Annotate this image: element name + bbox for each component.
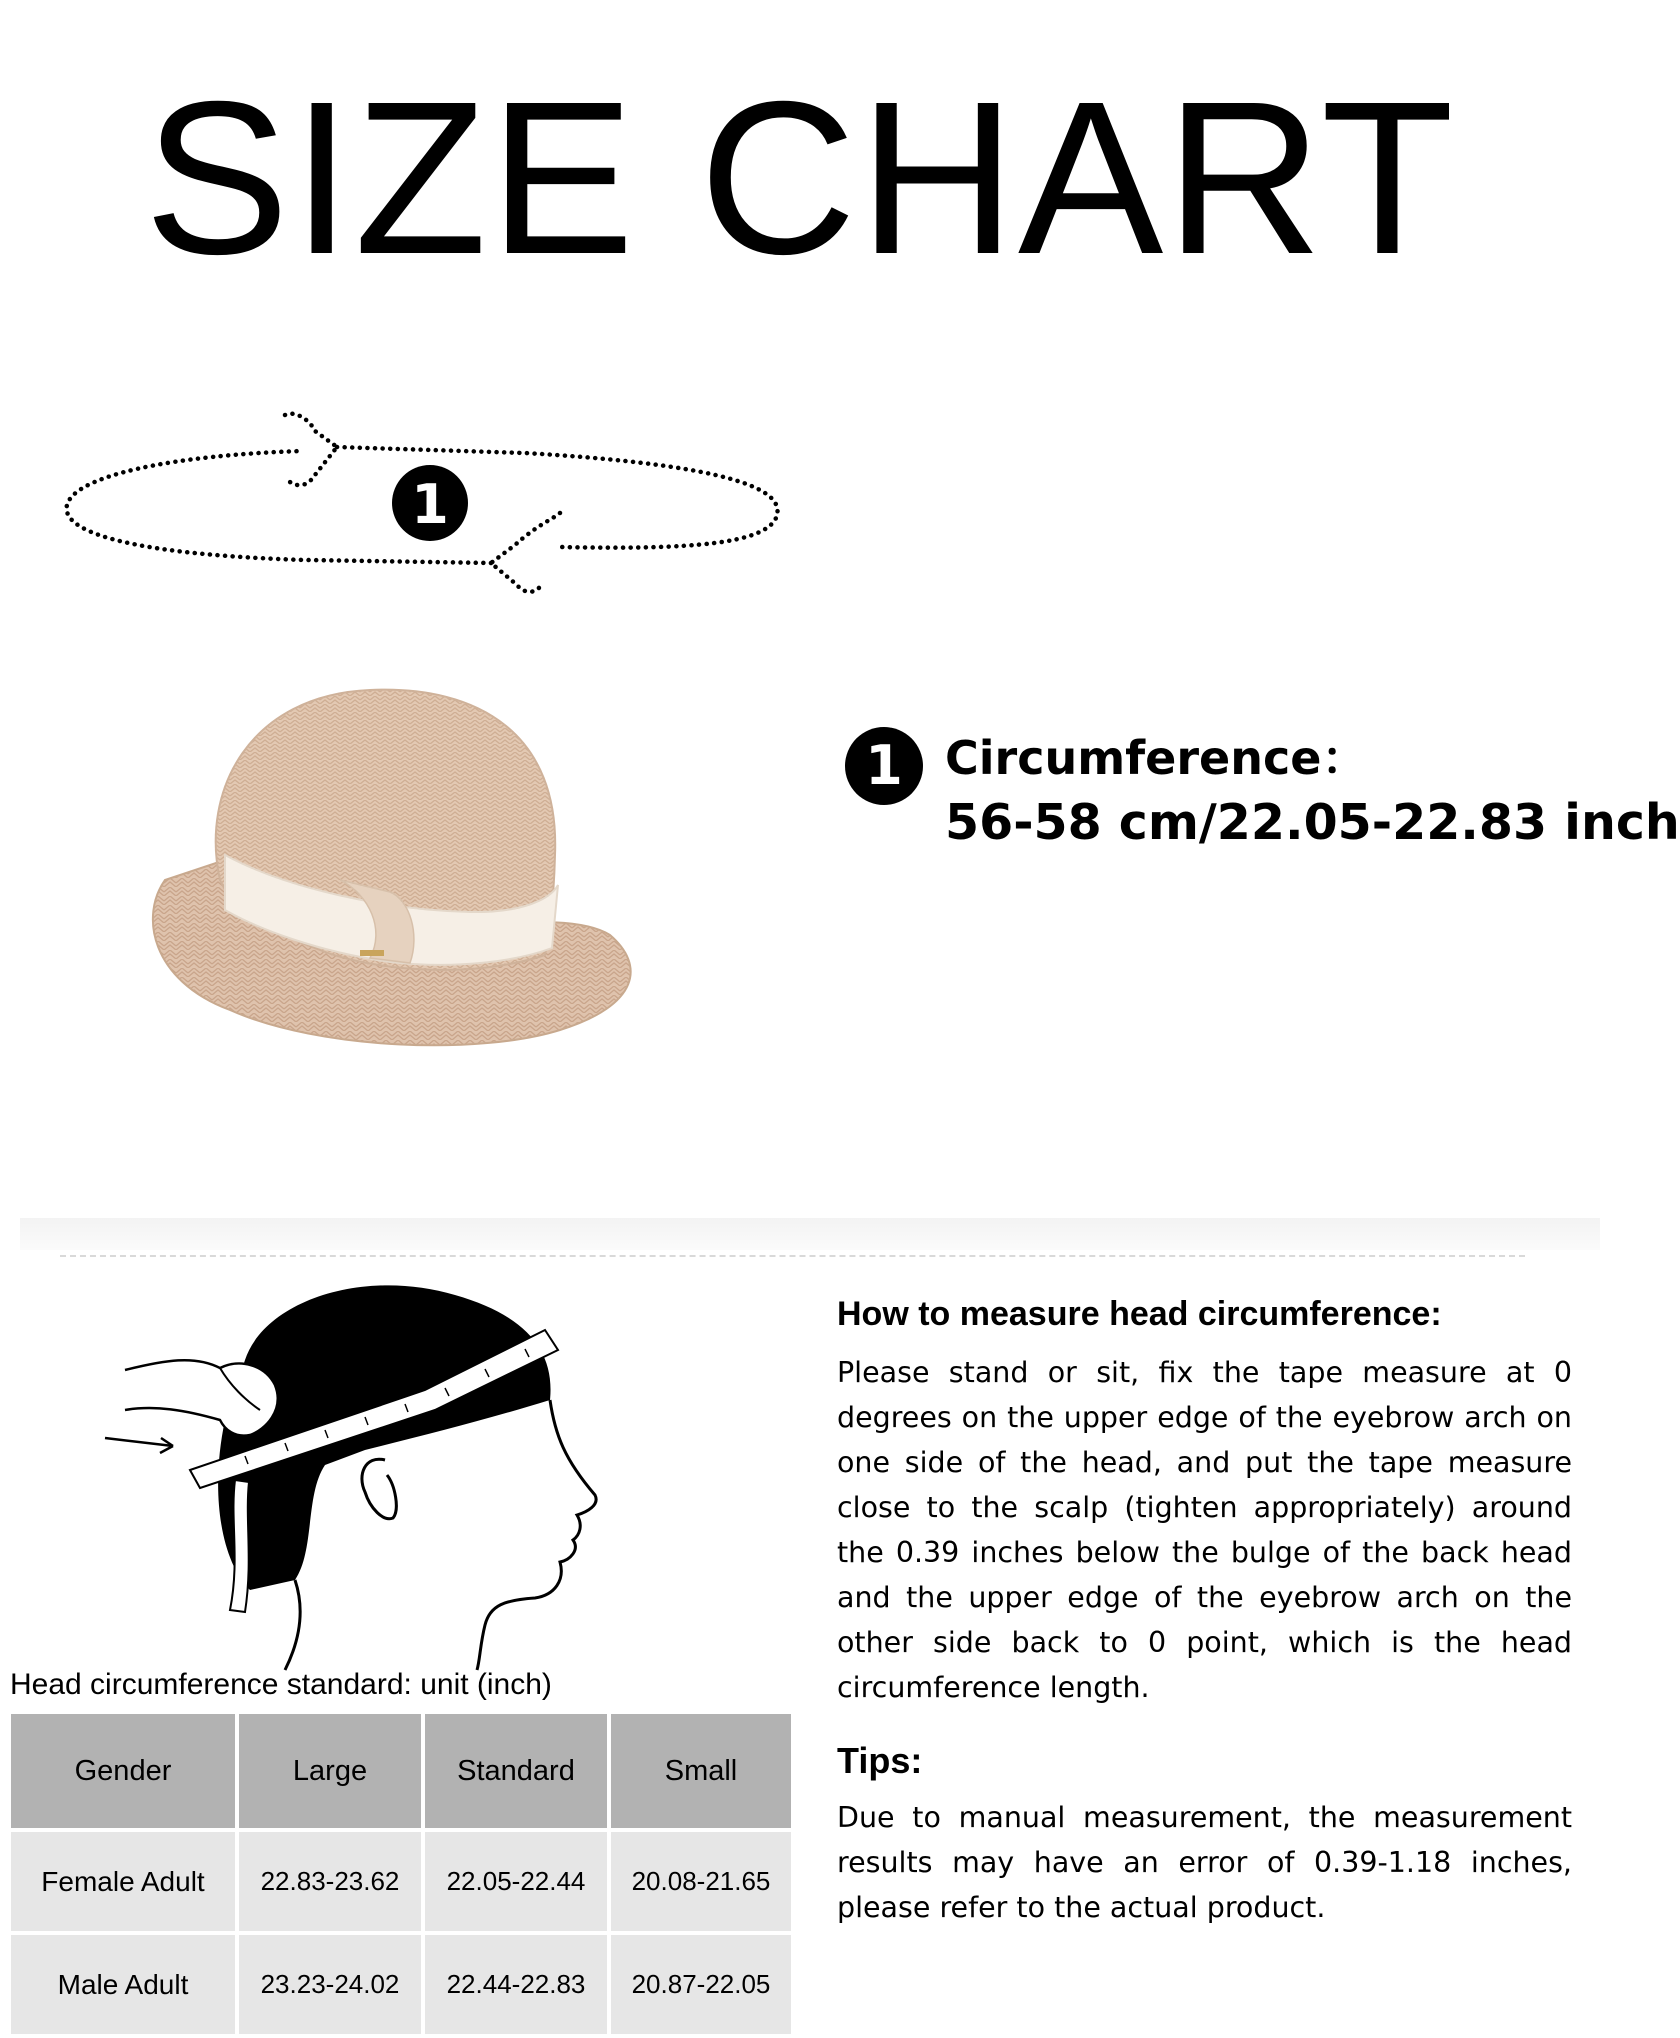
hand-drawing	[125, 1360, 278, 1435]
header-small: Small	[611, 1714, 791, 1828]
cell-standard: 22.05-22.44	[425, 1832, 607, 1931]
table-row	[11, 1935, 791, 2034]
cell-gender: Male Adult	[11, 1935, 235, 2034]
cell-small: 20.08-21.65	[611, 1832, 791, 1931]
hair-silhouette	[218, 1285, 550, 1590]
neck-line	[285, 1580, 300, 1670]
ear	[362, 1459, 396, 1518]
tips-body: Due to manual measurement, the measurement results may have an error of 0.39-1.18 inches, please refer to the actual product.	[837, 1801, 1572, 1924]
section-band	[20, 1218, 1600, 1250]
guide-heading: How to measure head circumference:	[837, 1295, 1442, 1333]
tips-heading: Tips:	[837, 1740, 923, 1781]
header-gender: Gender	[11, 1714, 235, 1828]
head-measure-illustration	[125, 1260, 645, 1670]
page-title: SIZE CHART	[143, 57, 1457, 300]
guide-body: Please stand or sit, fix the tape measure at 0 degrees on the upper edge of the eyebrow arch on one side of the head, and put the tape measure close to the scalp (tighten appropriately) around the 0.39 inches below the bulge of the back head and the upper edge of the eyebrow arch on the other side back to 0 point, which is the head circumference length.	[837, 1356, 1572, 1704]
cell-gender: Female Adult	[11, 1832, 235, 1931]
table-row	[11, 1832, 791, 1931]
size-table	[7, 1710, 795, 2038]
cell-standard: 22.44-22.83	[425, 1935, 607, 2034]
measurement-number-badge: 1	[845, 727, 923, 805]
diagram-number-text: 1	[411, 473, 449, 536]
cell-small: 20.87-22.05	[611, 1935, 791, 2034]
circumference-value: 56-58 cm/22.05-22.83 inch	[945, 794, 1680, 851]
header-large: Large	[239, 1714, 421, 1828]
hat-product-image	[140, 680, 650, 1060]
table-caption: Head circumference standard: unit (inch)	[10, 1668, 552, 1701]
arrowhead-bottom	[491, 513, 560, 592]
cell-large: 22.83-23.62	[239, 1832, 421, 1931]
hat-metal-tag	[360, 950, 384, 956]
arrowhead-top	[285, 414, 337, 485]
rotation-arrows-diagram	[55, 395, 795, 625]
cell-large: 23.23-24.02	[239, 1935, 421, 2034]
header-standard: Standard	[425, 1714, 607, 1828]
table-header-row	[11, 1714, 791, 1828]
dashed-divider	[60, 1255, 1525, 1257]
circumference-label: Circumference：	[945, 731, 1368, 785]
face-profile	[477, 1400, 596, 1670]
